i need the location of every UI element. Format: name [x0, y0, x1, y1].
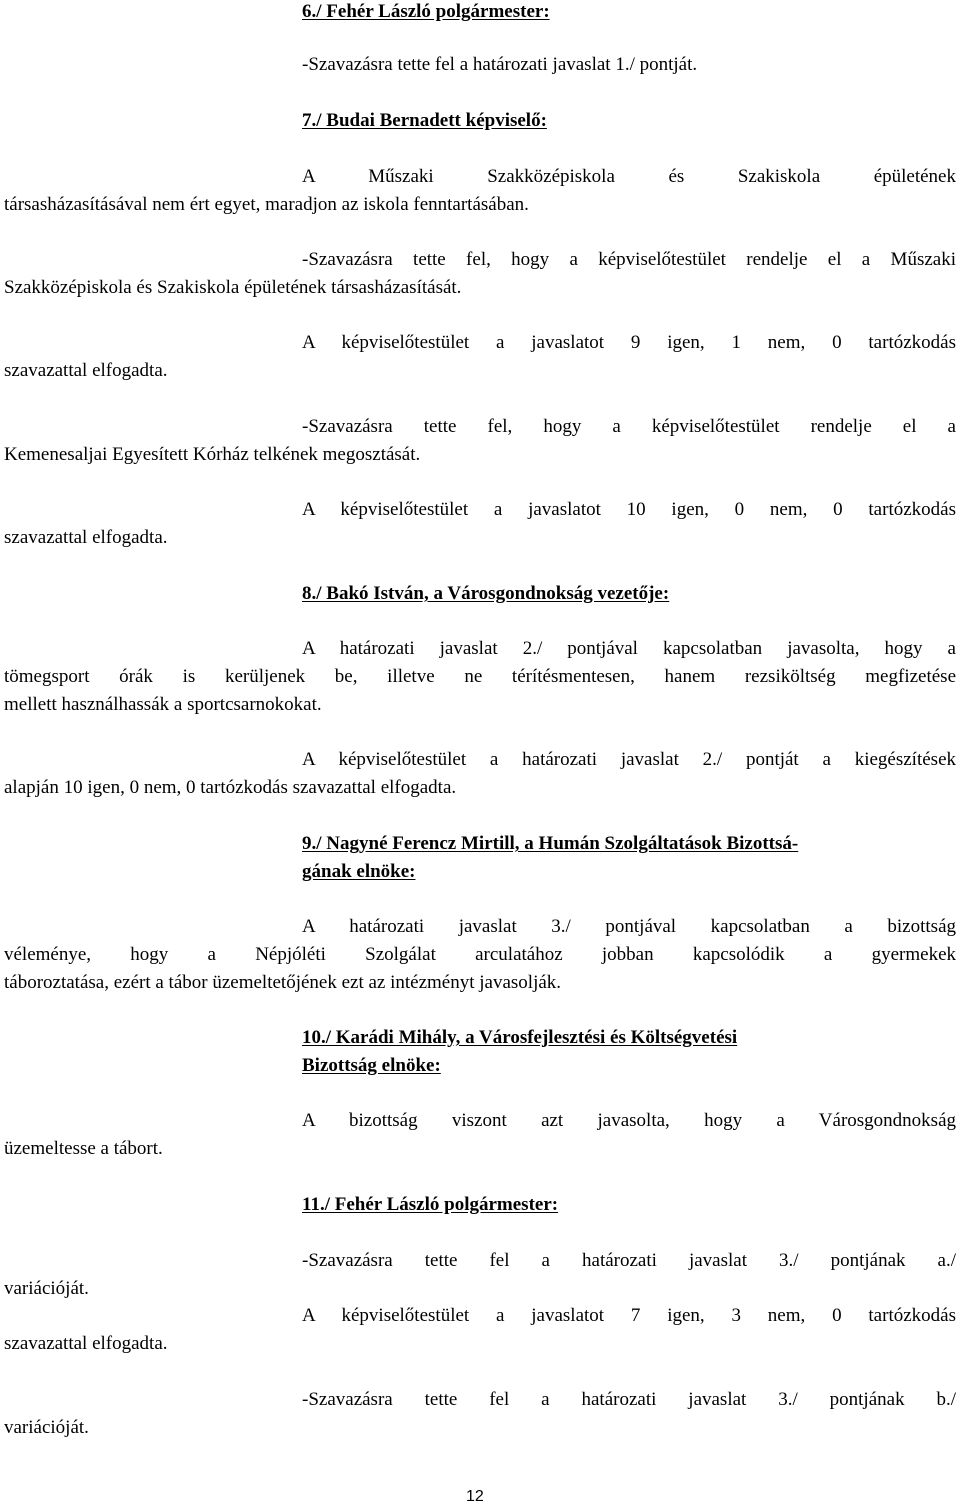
paragraph-line: üzemeltesse a tábort. — [4, 1138, 163, 1159]
section-11-heading: 11./ Fehér László polgármester: — [302, 1194, 559, 1215]
paragraph-line: A képviselőtestület a javaslatot 10 igen, 0 nem, 0 tartózkodás — [302, 499, 956, 520]
section-6-heading: 6./ Fehér László polgármester: — [302, 1, 550, 22]
section-10-heading: 10./ Karádi Mihály, a Városfejlesztési és Költségvetési — [302, 1027, 738, 1048]
paragraph-line: -Szavazásra tette fel, hogy a képviselőtestület rendelje el a — [302, 416, 956, 437]
paragraph-line: alapján 10 igen, 0 nem, 0 tartózkodás szavazattal elfogadta. — [4, 777, 457, 798]
section-8-heading: 8./ Bakó István, a Városgondnokság vezetője: — [302, 583, 670, 604]
paragraph-line: -Szavazásra tette fel a határozati javaslat 3./ pontjának a./ — [302, 1250, 956, 1271]
paragraph-line: szavazattal elfogadta. — [4, 527, 168, 548]
paragraph: -Szavazásra tette fel a határozati javaslat 1./ pontját. — [302, 54, 698, 75]
section-10-heading: Bizottság elnöke: — [302, 1055, 441, 1076]
paragraph-line: -Szavazásra tette fel, hogy a képviselőtestület rendelje el a Műszaki — [302, 249, 956, 270]
paragraph-line: variációját. — [4, 1278, 89, 1299]
paragraph-line: A képviselőtestület a határozati javaslat 2./ pontját a kiegészítések — [302, 749, 956, 770]
paragraph-line: A képviselőtestület a javaslatot 9 igen, 1 nem, 0 tartózkodás — [302, 332, 956, 353]
section-9-heading: 9./ Nagyné Ferencz Mirtill, a Humán Szolgáltatások Bizottsá- — [302, 833, 799, 854]
paragraph-line: mellett használhassák a sportcsarnokokat. — [4, 694, 322, 715]
paragraph-line: szavazattal elfogadta. — [4, 360, 168, 381]
paragraph-line: Szakközépiskola és Szakiskola épületének társasházasítását. — [4, 277, 462, 298]
paragraph-line: variációját. — [4, 1417, 89, 1438]
paragraph-line: -Szavazásra tette fel a határozati javaslat 3./ pontjának b./ — [302, 1389, 956, 1410]
paragraph-line: társasházasításával nem ért egyet, maradjon az iskola fenntartásában. — [4, 194, 529, 215]
page-number: 12 — [466, 1488, 484, 1505]
paragraph-line: tömegsport órák is kerüljenek be, illetve ne térítésmentesen, hanem rezsiköltség megfizetése — [4, 666, 956, 687]
paragraph-line: véleménye, hogy a Népjóléti Szolgálat arculatához jobban kapcsolódik a gyermekek — [4, 944, 956, 965]
paragraph-line: A Műszaki Szakközépiskola és Szakiskola épületének — [302, 166, 956, 187]
paragraph-line: szavazattal elfogadta. — [4, 1333, 168, 1354]
section-7-heading: 7./ Budai Bernadett képviselő: — [302, 110, 547, 131]
paragraph-line: táboroztatása, ezért a tábor üzemeltetőjének ezt az intézményt javasolják. — [4, 972, 562, 993]
paragraph-line: A képviselőtestület a javaslatot 7 igen, 3 nem, 0 tartózkodás — [302, 1305, 956, 1326]
paragraph-line: Kemenesaljai Egyesített Kórház telkének megosztását. — [4, 444, 421, 465]
paragraph-line: A bizottság viszont azt javasolta, hogy a Városgondnokság — [302, 1110, 956, 1131]
paragraph-line: A határozati javaslat 2./ pontjával kapcsolatban javasolta, hogy a — [302, 638, 956, 659]
section-9-heading: gának elnöke: — [302, 861, 416, 882]
paragraph-line: A határozati javaslat 3./ pontjával kapcsolatban a bizottság — [302, 916, 956, 937]
